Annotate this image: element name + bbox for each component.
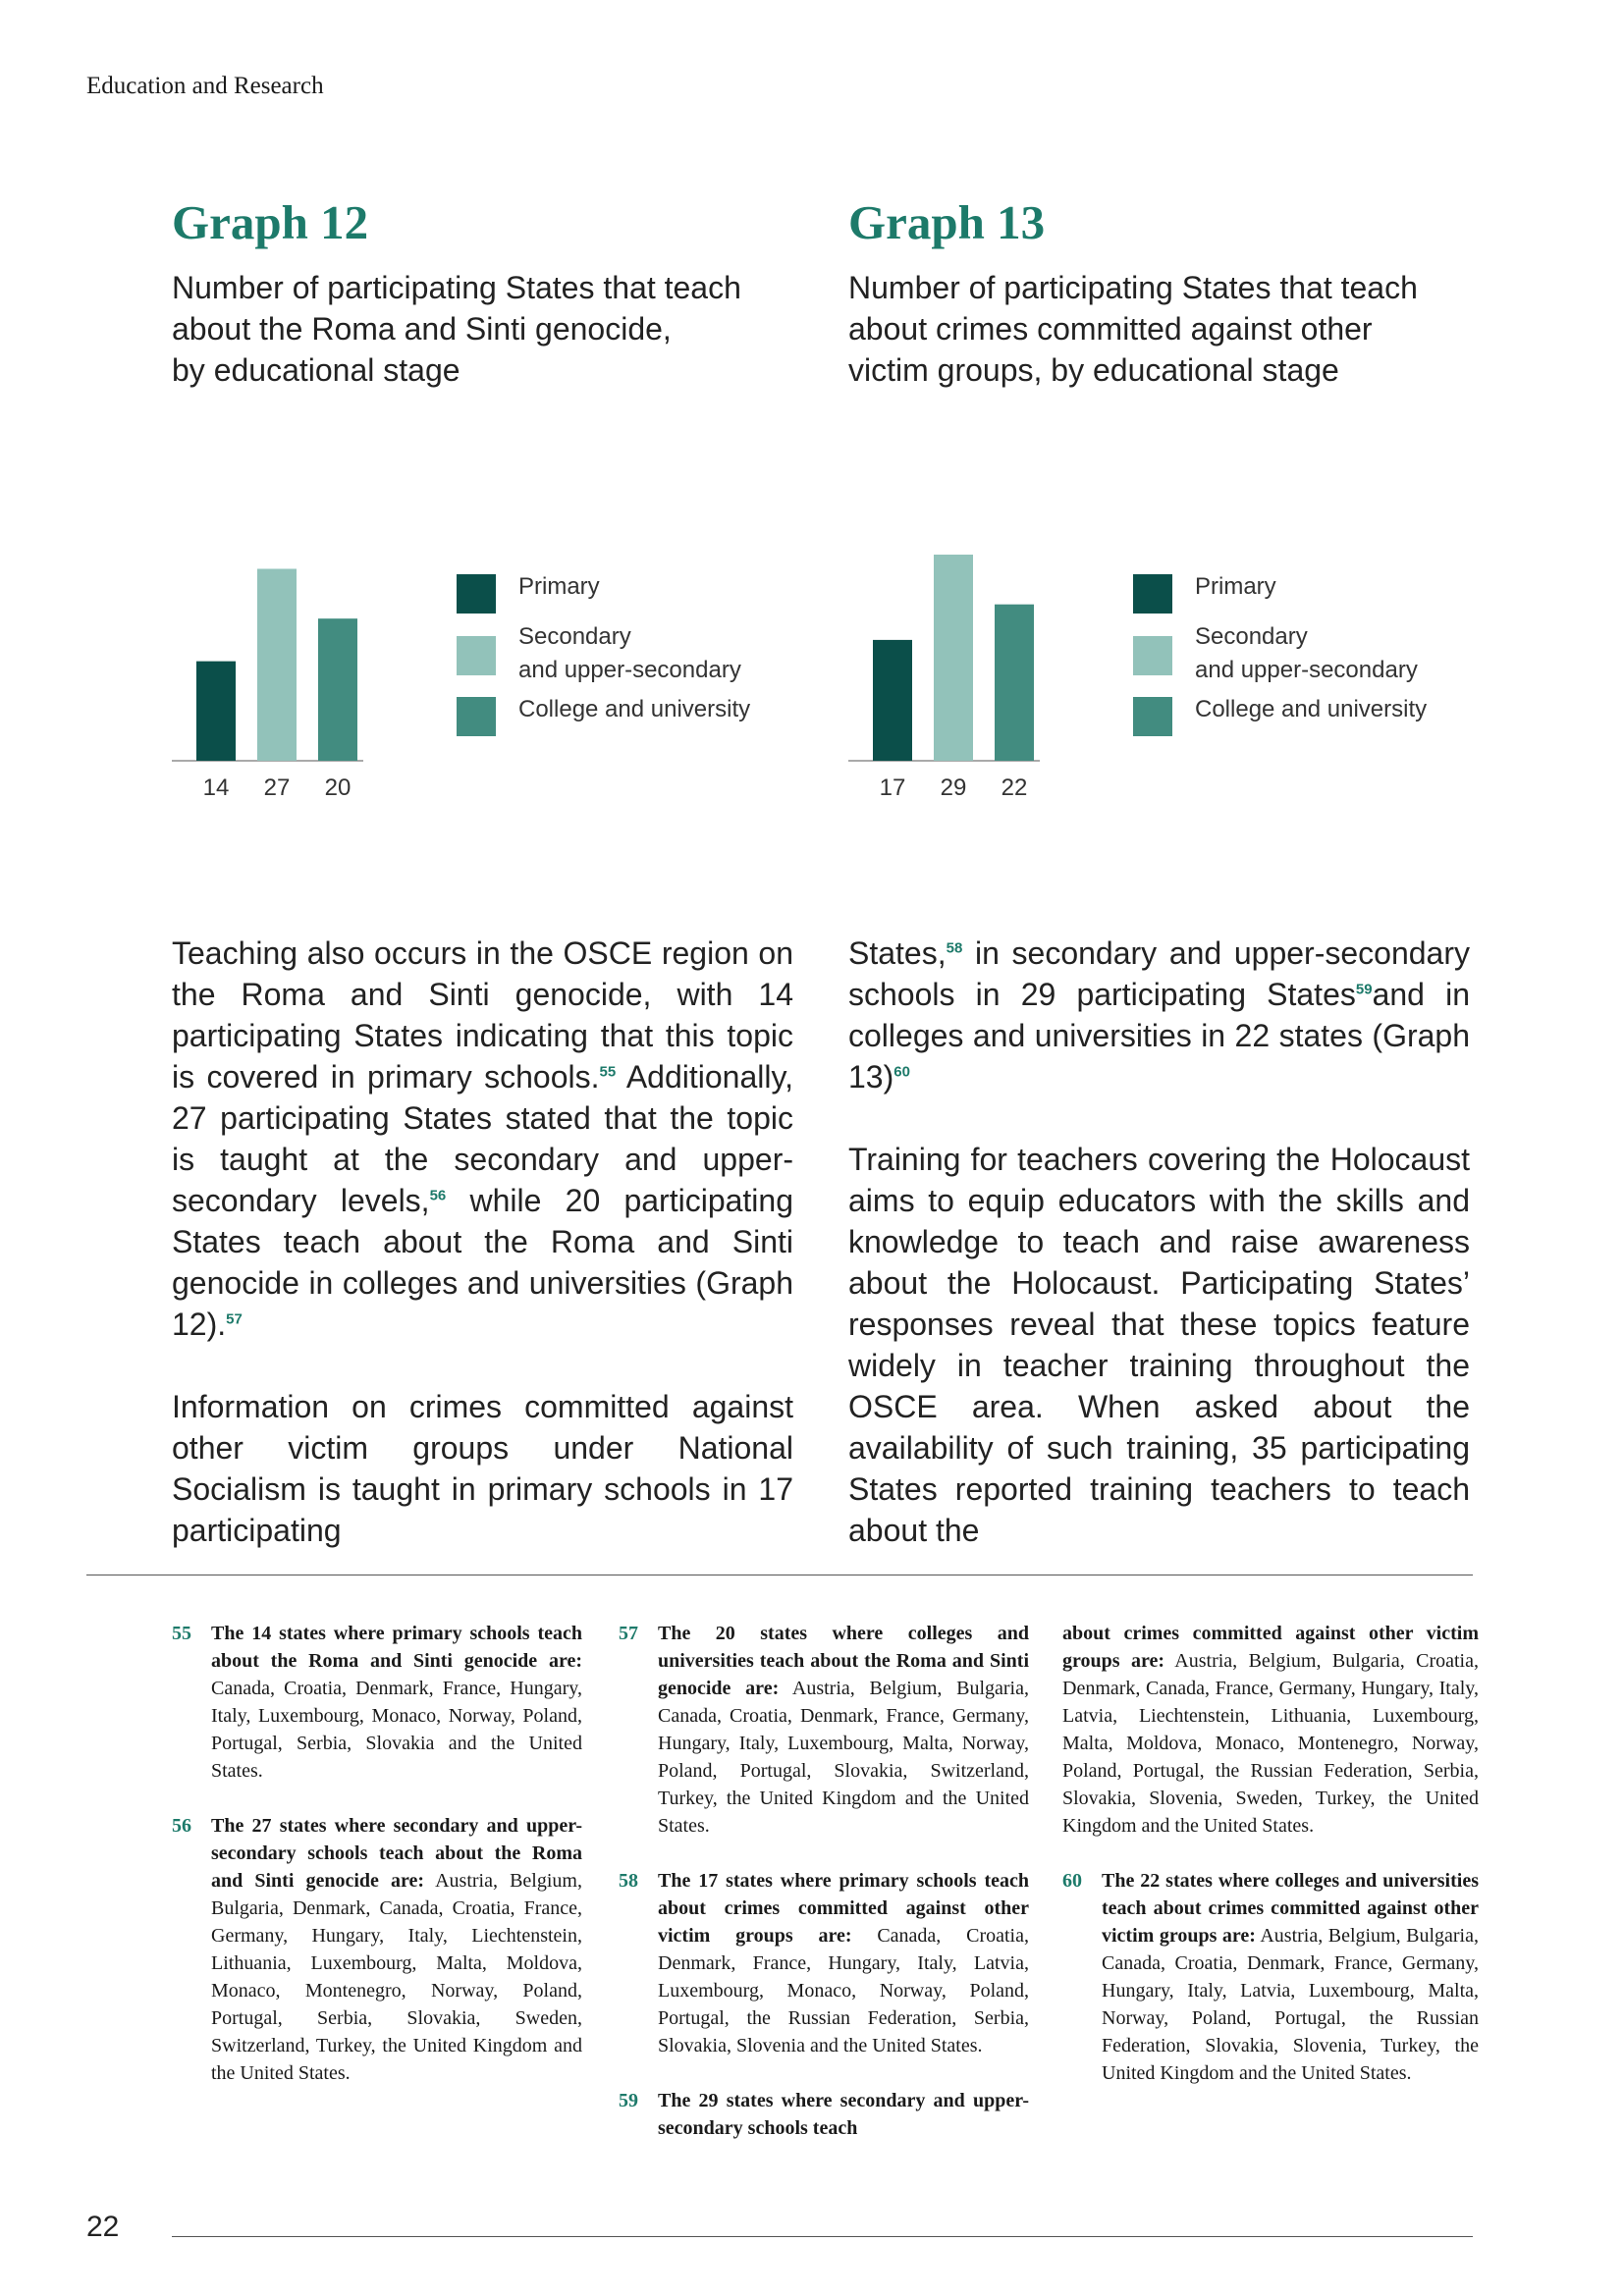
footnote-number: 59 bbox=[619, 2090, 638, 2111]
legend-label: Secondary bbox=[518, 623, 631, 650]
footnote-item bbox=[1062, 1620, 1479, 1840]
footnote-text: The 22 states where colleges and universities teach about crimes committed against other victim groups are: Austria, Belgium, Bulgaria, Canada, Croatia, Denmark, France, Germany, Hungary, Italy, Latvia, Luxembourg, Malta, Norway, Poland, Portugal, the Russian Federation, Slovakia, Slovenia, Turkey, the United Kingdom and the United States. bbox=[1102, 1870, 1479, 2084]
footnote-text: The 29 states where secondary and upper-secondary schools teach bbox=[658, 2090, 1029, 2139]
graph-12-header bbox=[172, 196, 781, 391]
body-column-left bbox=[172, 933, 793, 1592]
graph-12-subtitle: Number of participating States that teach about the Roma and Sinti genocide, by educational stage bbox=[172, 269, 741, 388]
legend-label: and upper-secondary bbox=[518, 657, 741, 683]
bar-value-label: 20 bbox=[324, 774, 352, 801]
graph-13-chart bbox=[848, 550, 1477, 815]
footnote-item bbox=[172, 1620, 582, 1785]
bar-value-label: 27 bbox=[263, 774, 291, 801]
legend-swatch-2 bbox=[1133, 636, 1172, 675]
graph-12-title: Graph 12 bbox=[172, 195, 369, 249]
footnote-item bbox=[619, 1620, 1029, 1840]
graph-12-chart bbox=[172, 550, 800, 815]
body-column-right bbox=[848, 933, 1470, 1592]
footnotes-column-2 bbox=[619, 1620, 1029, 2169]
legend-swatch-3 bbox=[1133, 697, 1172, 736]
footnote-text: The 20 states where colleges and universities teach about the Roma and Sinti genocide are: Austria, Belgium, Bulgaria, Canada, Croatia, Denmark, France, Germany, Hungary, Italy, Luxembourg, Malta, Norway, Poland, Portugal, Slovakia, Switzerland, Turkey, the United Kingdom and the United States. bbox=[658, 1623, 1029, 1837]
footnote-number: 60 bbox=[1062, 1870, 1082, 1892]
bar-value-label: 29 bbox=[940, 774, 967, 801]
footnote-text: The 27 states where secondary and upper-secondary schools teach about the Roma and Sinti genocide are: Austria, Belgium, Bulgaria, Denmark, Canada, Croatia, France, Germany, Hungary, Italy, Liechtenstein, Lithuania, Luxembourg, Malta, Moldova, Monaco, Montenegro, Norway, Poland, Portugal, Serbia, Slovakia, Sweden, Switzerland, Turkey, the United Kingdom and the United States. bbox=[211, 1815, 582, 2084]
bar-3 bbox=[995, 605, 1034, 761]
legend-swatch-3 bbox=[457, 697, 496, 736]
footnote-ref[interactable]: 59 bbox=[1355, 981, 1373, 998]
footnote-number: 56 bbox=[172, 1815, 191, 1837]
footnote-text: The 14 states where primary schools teach about the Roma and Sinti genocide are: Canada, Croatia, Denmark, France, Hungary, Italy, Luxembourg, Monaco, Norway, Poland, Portugal, Serbia, Slovakia and the United States. bbox=[211, 1623, 582, 1782]
legend-label: Primary bbox=[518, 573, 600, 600]
legend-swatch-1 bbox=[1133, 574, 1172, 614]
bar-value-label: 14 bbox=[202, 774, 230, 801]
graph-13-title: Graph 13 bbox=[848, 195, 1046, 249]
bar-2 bbox=[934, 555, 973, 761]
footnote-text: The 17 states where primary schools teach about crimes committed against other victim groups are: Canada, Croatia, Denmark, France, Hungary, Italy, Latvia, Luxembourg, Monaco, Norway, Poland, Portugal, the Russian Federation, Serbia, Slovakia, Slovenia and the United States. bbox=[658, 1870, 1029, 2056]
body-paragraph: Teaching also occurs in the OSCE region on the Roma and Sinti genocide, with 14 participating States indicating that this topic is covered in primary schools.$^{55}$ Additionally, 27 participating States stated that the topic is taught at the secondary and upper-secondary levels,$^{56}$ while 20 participating States teach about the Roma and Sinti genocide in colleges and universities (Graph 12).$^{57}$ bbox=[172, 935, 794, 1342]
legend-label: Primary bbox=[1195, 573, 1276, 600]
footnote-item bbox=[619, 1867, 1029, 2059]
graph-13-subtitle: Number of participating States that teach about crimes committed against other victim groups, by educational stage bbox=[848, 269, 1418, 388]
footnote-ref[interactable]: 58 bbox=[946, 939, 963, 957]
footnote-number: 57 bbox=[619, 1623, 638, 1644]
footnote-ref[interactable]: 55 bbox=[599, 1063, 617, 1081]
legend-label: and upper-secondary bbox=[1195, 657, 1418, 683]
running-head: Education and Research bbox=[86, 73, 324, 99]
footnote-item bbox=[172, 1812, 582, 2087]
legend-label: College and university bbox=[1195, 696, 1428, 722]
bar-value-label: 22 bbox=[1001, 774, 1028, 801]
graph-13-header bbox=[848, 196, 1457, 391]
page-number: 22 bbox=[86, 2211, 120, 2243]
legend-swatch-1 bbox=[457, 574, 496, 614]
legend-label: Secondary bbox=[1195, 623, 1308, 650]
footnote-ref[interactable]: 56 bbox=[429, 1187, 447, 1204]
bar-2 bbox=[257, 568, 297, 761]
legend-swatch-2 bbox=[457, 636, 496, 675]
footnote-number: 55 bbox=[172, 1623, 191, 1644]
footnote-item bbox=[1062, 1867, 1479, 2087]
body-paragraph: Training for teachers covering the Holocaust aims to equip educators with the skills and knowledge to teach and raise awareness about the Holocaust. Participating States’ responses reveal that these topics feature widely in teacher training throughout the OSCE area. When asked about the availability of such training, 35 participating States reported training teachers to teach about the bbox=[848, 1142, 1470, 1548]
footnote-item bbox=[619, 2087, 1029, 2142]
bottom-rule bbox=[172, 2236, 1473, 2237]
footnote-ref[interactable]: 60 bbox=[893, 1063, 910, 1081]
bar-value-label: 17 bbox=[879, 774, 906, 801]
bar-3 bbox=[318, 618, 357, 761]
footnotes-column-1 bbox=[172, 1620, 582, 2114]
footnotes-column-3 bbox=[1062, 1620, 1479, 2114]
bar-1 bbox=[873, 640, 912, 761]
body-paragraph: States,$^{58}$ in secondary and upper-secondary schools in 29 participating States$^{59}$and in colleges and universities in 22 states (Graph 13)$^{60}$ bbox=[848, 935, 1471, 1095]
footnote-number: 58 bbox=[619, 1870, 638, 1892]
bar-1 bbox=[196, 662, 236, 761]
body-paragraph: Information on crimes committed against other victim groups under National Socialism is taught in primary schools in 17 participating bbox=[172, 1389, 793, 1548]
footnote-text: about crimes committed against other victim groups are: Austria, Belgium, Bulgaria, Croatia, Denmark, Canada, France, Germany, Hungary, Italy, Latvia, Liechtenstein, Lithuania, Luxembourg, Malta, Moldova, Monaco, Montenegro, Norway, Poland, Portugal, the Russian Federation, Serbia, Slovakia, Slovenia, Sweden, Turkey, the United Kingdom and the United States. bbox=[1062, 1623, 1479, 1837]
legend-label: College and university bbox=[518, 696, 751, 722]
footnote-ref[interactable]: 57 bbox=[226, 1310, 243, 1328]
